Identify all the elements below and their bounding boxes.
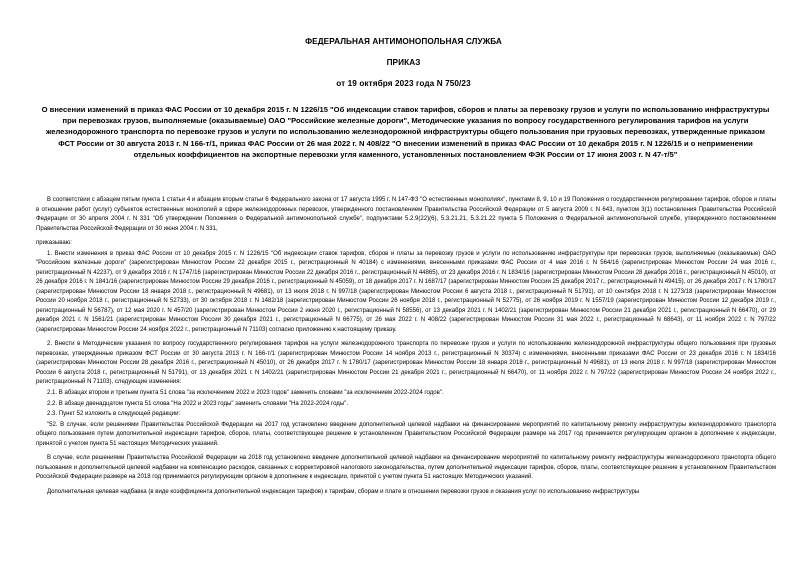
- clause-2-2: 2.2. В абзаце двенадцатом пункта 51 слова "На 2022 и 2023 годы" заменить словами "На 2022-2024 годы".: [47, 400, 348, 407]
- order-word: приказываю:: [36, 239, 72, 246]
- clause-52-paragraph-2: В случае, если решениями Правительства Российской Федерации на 2018 год установлено введение дополнительной целевой надбавки на финансирование мероприятий по капитальному ремонту инфраструктуры железнодорожного транспорта общего пользования и дополнительной целевой надбавки на компенсацию расходов, связанных с корректировкой налогового законодательства, путем дополнительной индексации тарифов, сборов, платы, соответствующее решение в установленном Правительством Российской Федерации размере на 2018 год принимается регулирующим органом в дополнение к индексации, принятой с учетом пункта 51 настоящих Методических указаний.: [36, 455, 776, 481]
- agency-name: ФЕДЕРАЛЬНАЯ АНТИМОНОПОЛЬНАЯ СЛУЖБА: [305, 37, 502, 46]
- clause-1: 1. Внести изменения в приказ ФАС России от 10 декабря 2015 г. N 1226/15 "Об индексации ставок тарифов, сборов и платы за перевозку грузов и услуги по использованию инфраструктуры при перевозках грузов, выполняемые (оказываемые) ОАО "Российские железные дороги" (зарегистрирован Минюстом России 22 декабря 2015 г., регистрационный N 40184) с изменениями, внесенными приказами ФАС России от 4 мая 2016 г. N 564/16 (зарегистрирован Минюстом России 24 мая 2016 г., регистрационный N 42237), от 9 декабря 2016 г. N 1747/16 (зарегистрирован Минюстом России 22 декабря 2016 г., регистрационный N 44865), от 23 декабря 2016 г. N 1834/16 (зарегистрирован Минюстом России 28 декабря 2016 г., регистрационный N 45010), от 26 декабря 2016 г. N 1841/16 (зарегистрирован Минюстом России 29 декабря 2016 г., регистрационный N 45059), от 18 декабря 2017 г. N 1687/17 (зарегистрирован Минюстом России 25 декабря 2017 г., регистрационный N 49415), от 26 декабря 2017 г. N 1780/17 (зарегистрирован Минюстом России 18 января 2018 г., регистрационный N 49681), от 13 июля 2018 г. N 997/18 (зарегистрирован Минюстом России 6 августа 2018 г., регистрационный N 51791), от 10 сентября 2018 г. N 1273/18 (зарегистрирован Минюстом России 20 ноября 2018 г., регистрационный N 52733), от 30 октября 2018 г. N 1482/18 (зарегистрирован Минюстом России 26 ноября 2018 г., регистрационный N 52775), от 26 ноября 2019 г. N 1557/19 (зарегистрирован Минюстом России 12 декабря 2019 г., регистрационный N 56787), от 12 мая 2020 г. N 457/20 (зарегистрирован Минюстом России 2 июня 2020 г., регистрационный N 58556), от 13 декабря 2021 г. N 1402/21 (зарегистрирован Минюстом России 21 декабря 2021 г., регистрационный N 66470), от 29 декабря 2021 г. N 1561/21 (зарегистрирован Минюстом России 30 декабря 2021 г., регистрационный N 66775), от 26 мая 2022 г. N 408/22 (зарегистрирован Минюстом России 31 мая 2022 г., регистрационный N 68643), от 11 ноября 2022 г. N 797/22 (зарегистрирован Минюстом России 24 ноября 2022 г., регистрационный N 71103) согласно приложению к настоящему приказу.: [36, 250, 776, 333]
- clause-2-1: 2.1. В абзацах втором и третьем пункта 51 слова "за исключением 2022 и 2023 годов" заменить словами "за исключением 2022-2024 годов".: [47, 389, 444, 396]
- clause-52-paragraph-1: "52. В случае, если решениями Правительства Российской Федерации на 2017 год установлено введение дополнительной целевой надбавки на финансирование мероприятий по капитальному ремонту инфраструктуры железнодорожного транспорта общего пользования путем дополнительной индексации тарифов, сборов, платы, соответствующее решение в установленном Правительством Российской Федерации размере на 2017 год принимается регулирующим органом в дополнение к индексации, принятой с учетом пункта 51 настоящих Методических указаний.: [36, 421, 776, 447]
- preamble-paragraph: В соответствии с абзацем пятым пункта 1 статьи 4 и абзацем вторым статьи 6 Федерального закона от 17 августа 1995 г. N 147-ФЗ "О естественных монополиях", пунктами 8, 9, 10 и 19 Положения о государственном регулировании тарифов, сборов и платы в отношении работ (услуг) субъектов естественных монополий в сфере железнодорожных перевозок, утвержденного постановлением Правительства Российской Федерации от 5 августа 2009 г. N 643, пунктом 3(1) постановления Правительства Российской Федерации от 30 апреля 2004 г. N 331 "Об утверждении Положения о Федеральной антимонопольной службе", подпунктами 5.2.9(22)(6), 5.3.21.21, 5.3.21.22 пункта 5 Положения о Федеральной антимонопольной службе, утвержденного постановлением Правительства Российской Федерации от 30 июня 2004 г. N 331,: [36, 197, 776, 232]
- clause-2-3: 2.3. Пункт 52 изложить в следующей редакции:: [47, 411, 181, 418]
- document-date-number: от 19 октября 2023 года N 750/23: [336, 79, 471, 88]
- clause-52-paragraph-3: Дополнительная целевая надбавка (в виде коэффициента дополнительной индексации тарифов) к тарифам, сборам и плате в отношении перевозки грузов и оказания услуг по использованию инфраструктуры: [47, 488, 640, 495]
- document-type: ПРИКАЗ: [386, 58, 421, 67]
- document-title: О внесении изменений в приказ ФАС России от 10 декабря 2015 г. N 1226/15 "Об индексации ставок тарифов, сборов и платы за перевозку грузов и услуги по использованию инфраструктуры при перевозках грузов, выполняемые (оказываемые) ОАО "Российские железные дороги", Методические указания по вопросу государственного регулирования тарифов на услуги железнодорожного транспорта по перевозке грузов и услуги по использованию железнодорожной инфраструктуры общего пользования при грузовых перевозках, утвержденные приказом ФСТ России от 30 августа 2013 г. N 166-т/1, приказ ФАС России от 26 мая 2022 г. N 408/22 "О внесении изменений в приказ ФАС России от 10 декабря 2015 г. N 1226/15 и о неприменении отдельных коэффициентов на экспортные перевозки угля каменного, установленных постановлением ФЭК России от 17 июня 2003 г. N 47-т/5": [41, 105, 770, 159]
- clause-2: 2. Внести в Методические указания по вопросу государственного регулирования тарифов на услуги железнодорожного транспорта по перевозке грузов и услуги по использованию железнодорожной инфраструктуры общего пользования при грузовых перевозках, утвержденные приказом ФСТ России от 30 августа 2013 г. N 166-т/1 (зарегистрирован Минюстом России 14 ноября 2013 г., регистрационный N 30374) с изменениями, внесенными приказами ФАС России от 23 декабря 2016 г. N 1834/16 (зарегистрирован Минюстом России 28 декабря 2016 г., регистрационный N 45010), от 26 декабря 2017 г. N 1780/17 (зарегистрирован Минюстом России 18 января 2018 г., регистрационный N 49681), от 13 июля 2018 г. N 997/18 (зарегистрирован Минюстом России 6 августа 2018 г., регистрационный N 51791), от 13 декабря 2021 г. N 1402/21 (зарегистрирован Минюстом России 21 декабря 2021 г., регистрационный N 66470), от 11 ноября 2022 г. N 797/22 (зарегистрирован Минюстом России 24 ноября 2022 г., регистрационный N 71103), следующие изменения:: [36, 341, 776, 386]
- document-body: [36, 196, 776, 502]
